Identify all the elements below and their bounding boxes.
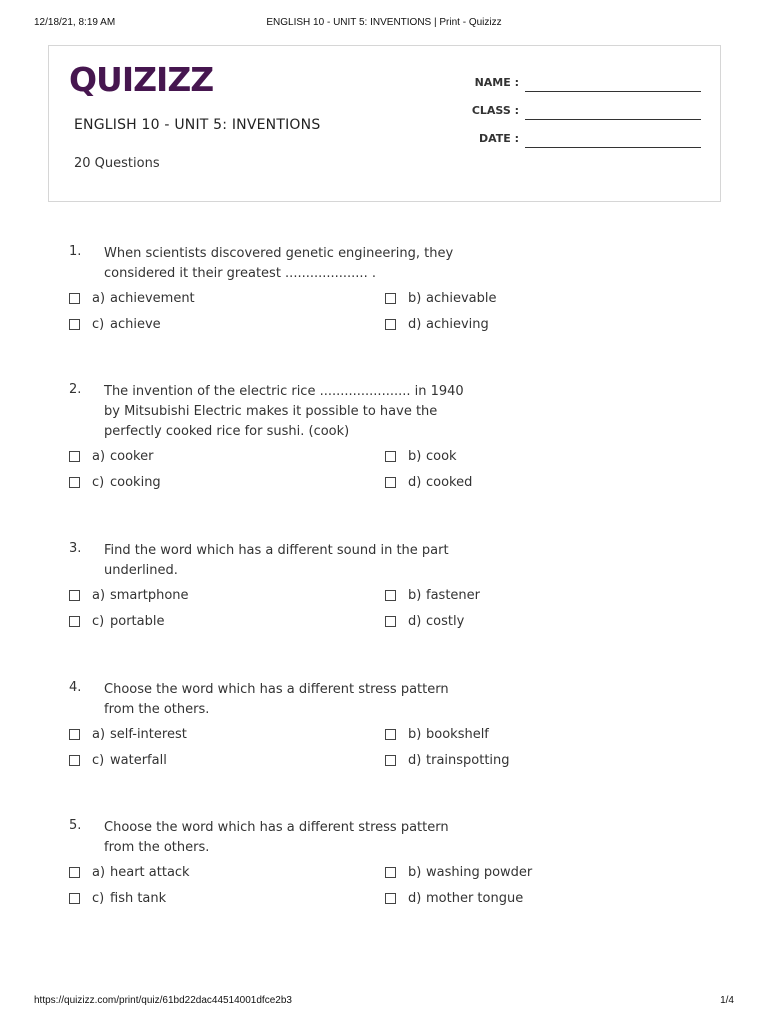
option-text: mother tongue xyxy=(426,891,524,906)
option-letter: c) xyxy=(92,475,105,490)
class-field[interactable] xyxy=(449,104,709,124)
option-text: cooked xyxy=(426,475,473,490)
checkbox-icon[interactable] xyxy=(385,293,396,304)
option-text: washing powder xyxy=(426,865,533,880)
option-letter: d) xyxy=(408,317,422,332)
question-number: 5. xyxy=(69,818,82,833)
quizizz-logo: QUIZIZZ xyxy=(69,60,214,99)
option-letter: b) xyxy=(408,727,422,742)
option-text: costly xyxy=(426,614,465,629)
class-line xyxy=(525,119,701,120)
checkbox-icon[interactable] xyxy=(69,319,80,330)
checkbox-icon[interactable] xyxy=(69,616,80,627)
name-line xyxy=(525,91,701,92)
option-letter: a) xyxy=(92,588,106,603)
question-text: When scientists discovered genetic engineering, they considered it their greatest .................... . xyxy=(104,246,454,281)
date-field[interactable] xyxy=(449,132,709,152)
question-5 xyxy=(69,818,729,914)
name-field[interactable] xyxy=(449,76,709,96)
option-text: trainspotting xyxy=(426,753,510,768)
print-header xyxy=(0,17,768,31)
checkbox-icon[interactable] xyxy=(69,477,80,488)
print-datetime: 12/18/21, 8:19 AM xyxy=(34,17,116,28)
class-label: CLASS : xyxy=(471,104,519,117)
checkbox-icon[interactable] xyxy=(69,451,80,462)
option-text: self-interest xyxy=(110,727,187,742)
checkbox-icon[interactable] xyxy=(385,590,396,601)
page-number: 1/4 xyxy=(720,995,734,1006)
option-letter: a) xyxy=(92,449,106,464)
quiz-title: ENGLISH 10 - UNIT 5: INVENTIONS xyxy=(74,117,321,133)
date-line xyxy=(525,147,701,148)
question-4 xyxy=(69,680,729,776)
option-letter: a) xyxy=(92,291,106,306)
option-text: achieve xyxy=(110,317,161,332)
question-text: Choose the word which has a different stress pattern from the others. xyxy=(104,820,449,855)
quiz-header-card xyxy=(48,45,721,202)
checkbox-icon[interactable] xyxy=(69,590,80,601)
option-letter: d) xyxy=(408,891,422,906)
option-letter: d) xyxy=(408,614,422,629)
question-number: 4. xyxy=(69,680,82,695)
question-text: Find the word which has a different sound in the part underlined. xyxy=(104,543,449,578)
option-text: cook xyxy=(426,449,457,464)
question-text: The invention of the electric rice ...................... in 1940 by Mitsubishi Electric makes it possible to have the perfectly cooked rice for sushi. (cook) xyxy=(104,384,464,439)
option-letter: c) xyxy=(92,317,105,332)
option-letter: b) xyxy=(408,588,422,603)
checkbox-icon[interactable] xyxy=(69,893,80,904)
option-letter: b) xyxy=(408,865,422,880)
option-text: portable xyxy=(110,614,165,629)
question-number: 2. xyxy=(69,382,82,397)
checkbox-icon[interactable] xyxy=(385,893,396,904)
print-url[interactable]: https://quizizz.com/print/quiz/61bd22dac44514001dfce2b3 xyxy=(34,995,292,1006)
question-number: 1. xyxy=(69,244,82,259)
option-text: smartphone xyxy=(110,588,189,603)
question-text: Choose the word which has a different stress pattern from the others. xyxy=(104,682,449,717)
option-text: achieving xyxy=(426,317,489,332)
option-letter: d) xyxy=(408,475,422,490)
name-label: NAME : xyxy=(474,76,519,89)
option-text: fish tank xyxy=(110,891,167,906)
option-text: heart attack xyxy=(110,865,190,880)
checkbox-icon[interactable] xyxy=(385,477,396,488)
checkbox-icon[interactable] xyxy=(69,867,80,878)
question-number: 3. xyxy=(69,541,82,556)
question-3 xyxy=(69,541,729,637)
checkbox-icon[interactable] xyxy=(385,755,396,766)
checkbox-icon[interactable] xyxy=(385,616,396,627)
option-letter: a) xyxy=(92,727,106,742)
option-letter: c) xyxy=(92,753,105,768)
print-footer xyxy=(0,995,768,1009)
option-text: cooker xyxy=(110,449,154,464)
option-text: waterfall xyxy=(110,753,167,768)
checkbox-icon[interactable] xyxy=(69,755,80,766)
print-page-title: ENGLISH 10 - UNIT 5: INVENTIONS | Print - Quizizz xyxy=(266,17,502,28)
checkbox-icon[interactable] xyxy=(385,729,396,740)
option-letter: a) xyxy=(92,865,106,880)
checkbox-icon[interactable] xyxy=(69,293,80,304)
option-letter: b) xyxy=(408,449,422,464)
option-letter: c) xyxy=(92,891,105,906)
date-label: DATE : xyxy=(478,132,519,145)
checkbox-icon[interactable] xyxy=(385,867,396,878)
checkbox-icon[interactable] xyxy=(69,729,80,740)
option-text: achievable xyxy=(426,291,497,306)
option-letter: b) xyxy=(408,291,422,306)
option-letter: d) xyxy=(408,753,422,768)
option-text: cooking xyxy=(110,475,161,490)
question-2 xyxy=(69,382,729,498)
option-letter: c) xyxy=(92,614,105,629)
checkbox-icon[interactable] xyxy=(385,451,396,462)
option-text: bookshelf xyxy=(426,727,489,742)
question-1 xyxy=(69,244,729,340)
checkbox-icon[interactable] xyxy=(385,319,396,330)
option-text: fastener xyxy=(426,588,480,603)
question-count: 20 Questions xyxy=(74,156,160,171)
option-text: achievement xyxy=(110,291,195,306)
